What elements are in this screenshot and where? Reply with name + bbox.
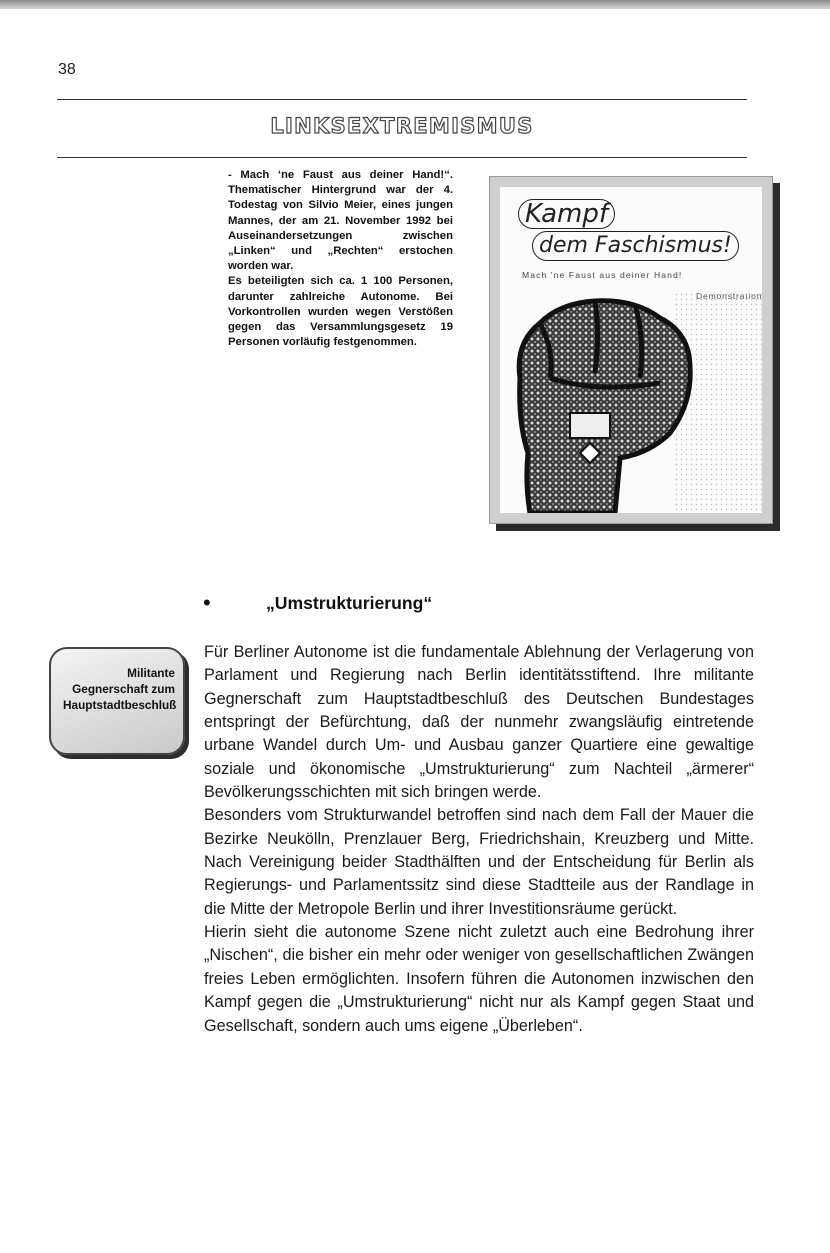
short-column-paragraph: Es beteiligten sich ca. 1 100 Personen, darunter zahlreiche Autonome. Bei Vorkontrollen wurden wegen Verstößen gegen das Versammlungsgesetz 19 Personen vorläufig festgenommen.: [228, 275, 453, 349]
section-heading: „Umstrukturierung“: [266, 593, 433, 613]
section-body: [204, 641, 754, 1038]
body-paragraph: Hierin sieht die autonome Szene nicht zuletzt auch eine Bedrohung ihrer „Nischen“, die bisher ein mehr oder weniger von gesellschaftlichen Zwängen freies Leben ermöglichten. Insofern führen die Autonomen inzwischen den Kampf gegen die „Umstrukturierung“ nicht nur als Kampf gegen Staat und Gesellschaft, sondern auch ums eigene „Überleben“.: [204, 923, 754, 1035]
short-column: [228, 168, 453, 350]
body-paragraph: Besonders vom Strukturwandel betroffen sind nach dem Fall der Mauer die Bezirke Neukölln, Prenzlauer Berg, Friedrichshain, Kreuzberg und Mitte. Nach Vereinigung beider Stadthälften und der Entscheidung für Berlin als Regierungs- und Parlamentssitz sind diese Stadtteile aus der Randlage in die Mitte der Metropole Berlin und ihrer Investitionsräume gerückt.: [204, 806, 754, 918]
header-rule-top: [57, 99, 747, 100]
poster-title-line2: dem Faschismus!: [532, 231, 739, 261]
poster-subtitle: Mach 'ne Faust aus deiner Hand!: [522, 270, 683, 280]
page-top-edge: [0, 0, 830, 9]
poster-title-line1: Kampf: [518, 199, 615, 229]
section-bullet: •: [203, 590, 211, 615]
body-paragraph: Für Berliner Autonome ist die fundamentale Ablehnung der Verlagerung von Parlament und Regierung nach Berlin identitätsstiftend. Ihre militante Gegnerschaft zum Hauptstadtbeschluß des Deutschen Bundestages entspringt der Befürchtung, daß der nunmehr zwangsläufig eintretende urbane Wandel durch Um- und Ausbau ganzer Quartiere eine gewaltige soziale und ökonomische „Umstrukturierung“ zum Nachteil „ärmerer“ Bevölkerungsschichten mit sich bringen werde.: [204, 643, 754, 802]
sidenote-box: [49, 647, 185, 755]
running-head: LINKSEXTREMISMUS: [270, 114, 534, 138]
short-column-paragraph: - Mach ‘ne Faust aus deiner Hand!“. Thematischer Hintergrund war der 4. Todestag von Silvio Meier, eines jungen Mannes, der am 21. November 1992 bei Auseinandersetzungen zwischen „Linken“ und „Rechten“ erstochen worden war.: [228, 169, 453, 273]
sidenote-text: Militante Gegnerschaft zum Hauptstadtbeschluß: [63, 666, 177, 712]
header-rule-bottom: [57, 157, 747, 158]
page-number: 38: [58, 61, 76, 78]
poster-inner: [500, 187, 762, 513]
poster-image: [489, 176, 773, 524]
raised-fist-illustration: [500, 283, 762, 513]
